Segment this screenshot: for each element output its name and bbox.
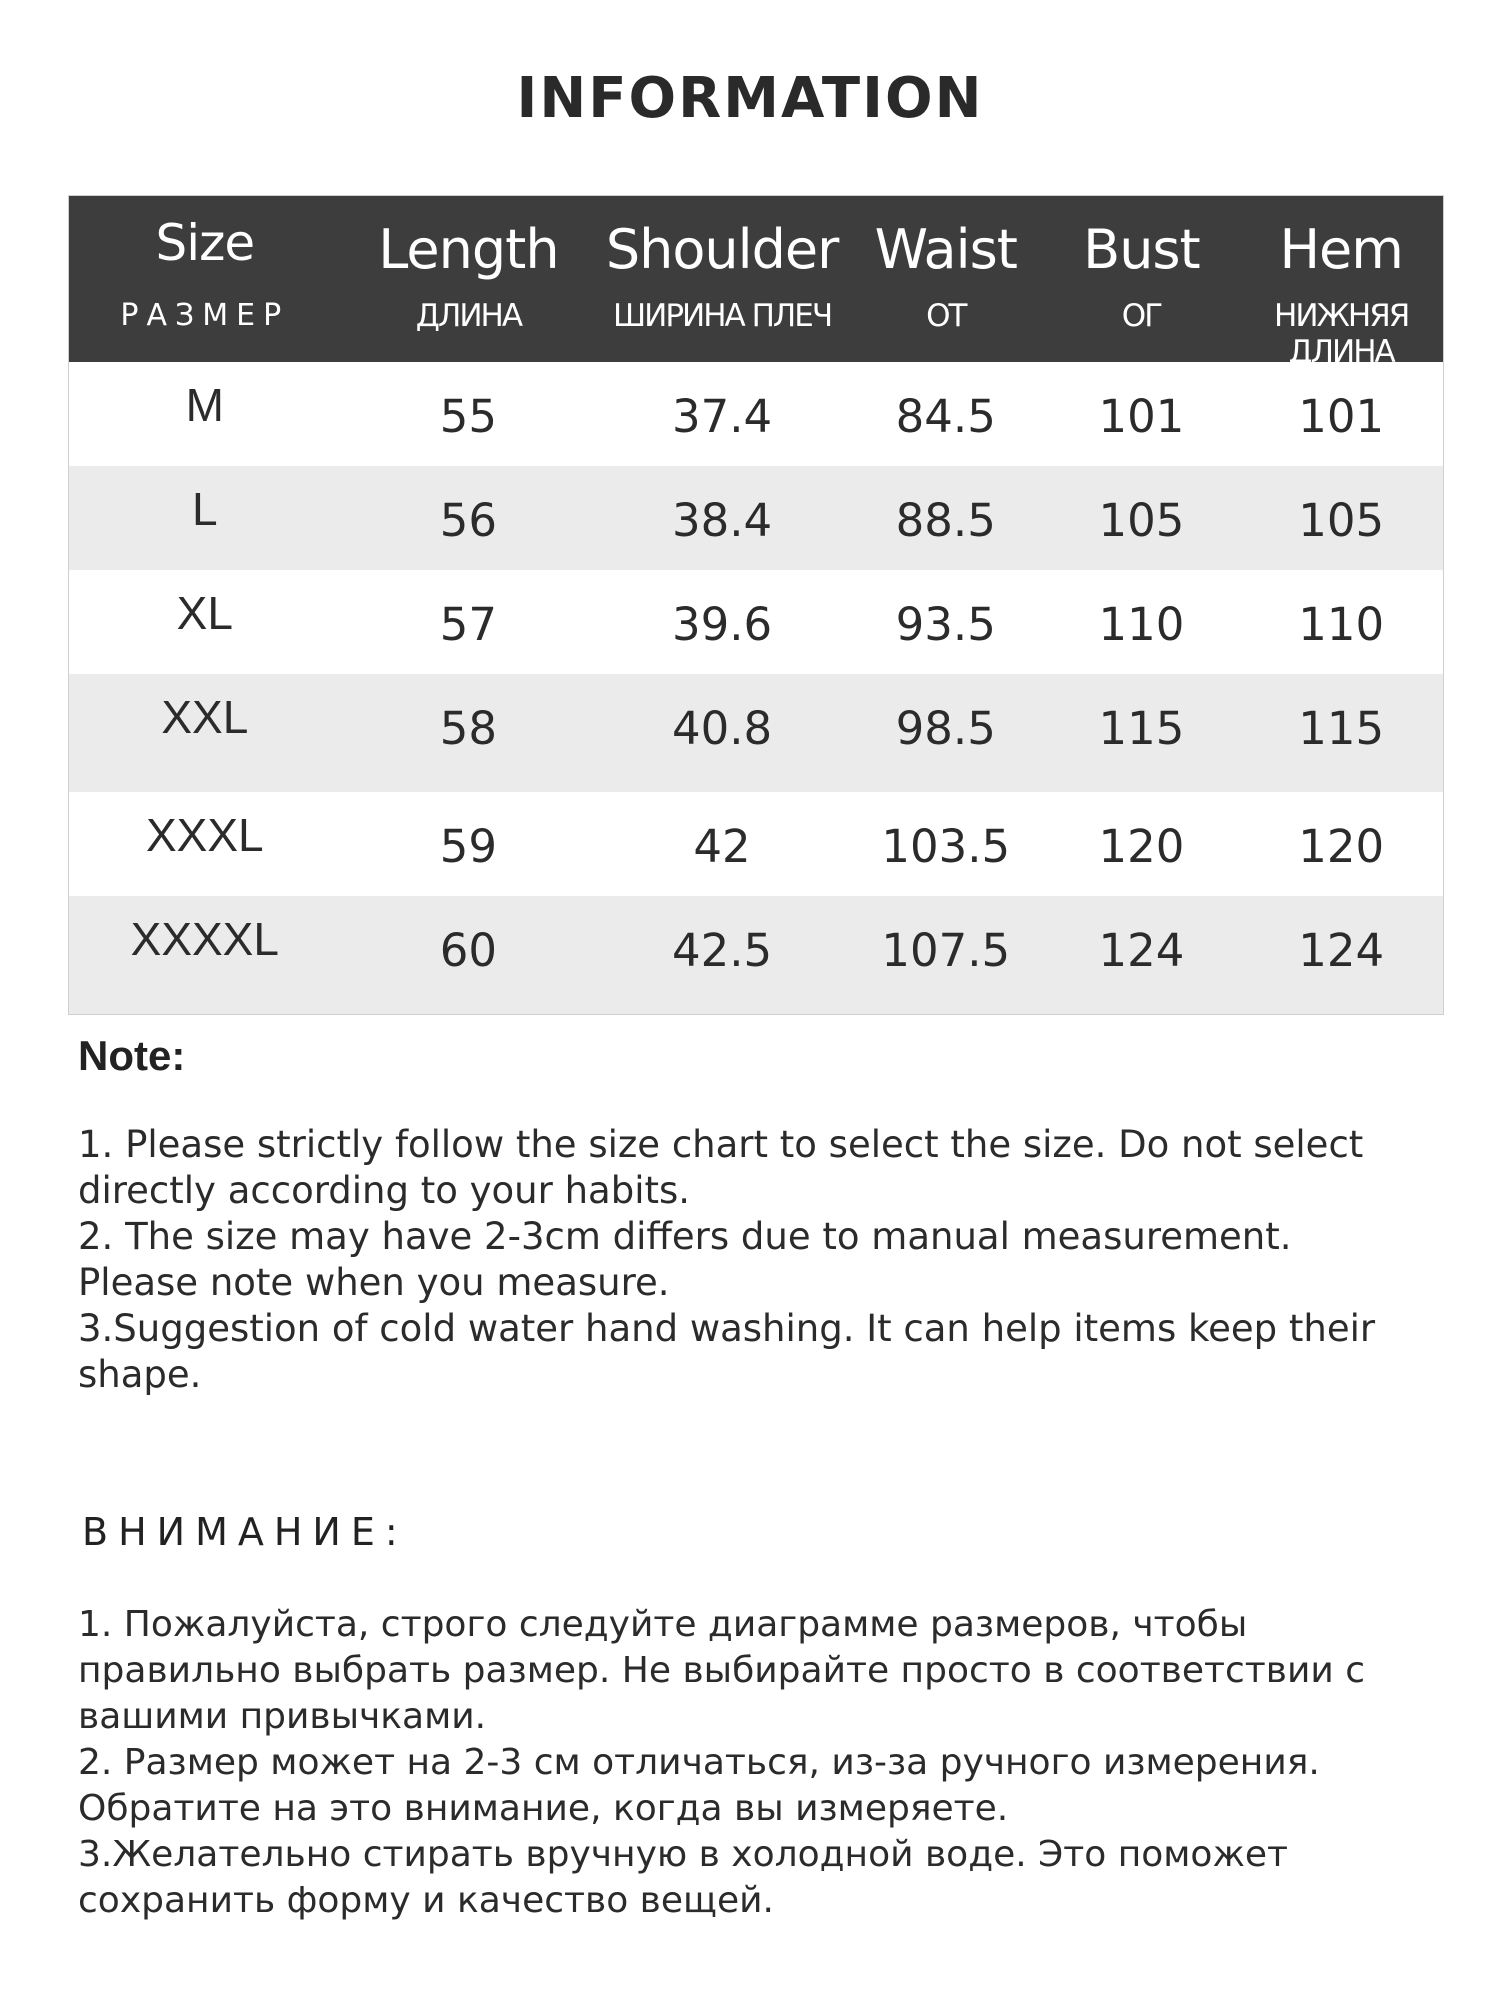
cell-length: 60 — [439, 924, 498, 977]
header-bust — [1044, 196, 1240, 362]
table-header — [69, 196, 1443, 370]
cell-hem: 101 — [1298, 390, 1385, 443]
cell-waist: 98.5 — [895, 702, 996, 755]
cell-bust: 110 — [1098, 598, 1185, 651]
header-waist-ru: ОТ — [926, 298, 966, 334]
cell-length: 59 — [439, 820, 498, 873]
header-size-ru: РАЗМЕР — [120, 298, 290, 333]
cell-bust: 101 — [1098, 390, 1185, 443]
cell-waist: 88.5 — [895, 494, 996, 547]
attention-heading: ВНИМАНИЕ: — [82, 1510, 408, 1554]
cell-length: 58 — [439, 702, 498, 755]
cell-hem: 110 — [1298, 598, 1385, 651]
header-hem-en: Hem — [1279, 218, 1403, 281]
header-length-en: Length — [378, 218, 559, 281]
table-row — [69, 792, 1443, 896]
header-hem — [1239, 196, 1443, 370]
attention-list — [78, 1602, 1428, 1924]
attention-item: 1. Пожалуйста, строго следуйте диаграмме размеров, чтобы правильно выбрать размер. Не выбирайте просто в соответствии с вашими привычками. — [78, 1604, 1366, 1737]
cell-hem: 115 — [1298, 702, 1385, 755]
cell-size: L — [192, 483, 218, 535]
header-bust-en: Bust — [1083, 218, 1200, 281]
cell-waist: 107.5 — [881, 924, 1011, 977]
cell-hem: 124 — [1298, 924, 1385, 977]
note-item: 3.Suggestion of cold water hand washing. It can help items keep their shape. — [78, 1307, 1376, 1396]
cell-size: XL — [176, 587, 233, 639]
cell-shoulder: 40.8 — [671, 702, 773, 755]
header-hem-ru: НИЖНЯЯ ДЛИНА — [1274, 298, 1409, 370]
cell-length: 55 — [439, 390, 498, 443]
header-bust-ru: ОГ — [1121, 298, 1162, 334]
header-shoulder-en: Shoulder — [605, 218, 839, 281]
note-heading: Note: — [78, 1032, 186, 1079]
cell-bust: 120 — [1098, 820, 1185, 873]
header-waist-en: Waist — [874, 218, 1017, 281]
cell-shoulder: 39.6 — [671, 598, 773, 651]
header-shoulder-ru: ШИРИНА ПЛЕЧ — [613, 298, 832, 334]
cell-hem: 120 — [1298, 820, 1385, 873]
cell-bust: 115 — [1098, 702, 1185, 755]
table-row — [69, 570, 1443, 674]
header-size-en: Size — [155, 214, 255, 272]
page-title: INFORMATION — [516, 66, 984, 131]
cell-size: XXL — [161, 691, 249, 743]
attention-item: 3.Желательно стирать вручную в холодной воде. Это поможет сохранить форму и качество вещей. — [78, 1834, 1288, 1921]
cell-shoulder: 42 — [693, 820, 751, 873]
cell-length: 56 — [439, 494, 498, 547]
table-row — [69, 896, 1443, 1014]
cell-hem: 105 — [1298, 494, 1385, 547]
note-item: 2. The size may have 2-3cm differs due to manual measurement. Please note when you measure. — [78, 1215, 1292, 1304]
note-item: 1. Please strictly follow the size chart to select the size. Do not select directly according to your habits. — [78, 1123, 1364, 1212]
cell-length: 57 — [439, 598, 498, 651]
table-row — [69, 362, 1443, 466]
table-row — [69, 674, 1443, 792]
header-size — [69, 196, 341, 362]
attention-item: 2. Размер может на 2-3 см отличаться, из-за ручного измерения. Обратите на это внимание, когда вы измеряете. — [78, 1742, 1320, 1829]
cell-waist: 103.5 — [881, 820, 1011, 873]
header-shoulder — [596, 196, 848, 362]
cell-waist: 84.5 — [895, 390, 996, 443]
table-row — [69, 466, 1443, 570]
header-waist — [848, 196, 1044, 362]
note-list — [78, 1122, 1418, 1398]
cell-waist: 93.5 — [895, 598, 996, 651]
cell-bust: 105 — [1098, 494, 1185, 547]
cell-size: XXXL — [145, 809, 264, 861]
cell-size: XXXXL — [130, 913, 279, 965]
cell-size: M — [185, 379, 224, 431]
cell-bust: 124 — [1098, 924, 1185, 977]
cell-shoulder: 38.4 — [671, 494, 773, 547]
cell-shoulder: 37.4 — [671, 390, 773, 443]
size-chart-table — [68, 195, 1444, 1015]
header-length-ru: ДЛИНА — [415, 298, 522, 334]
cell-shoulder: 42.5 — [671, 924, 773, 977]
header-length — [341, 196, 597, 362]
